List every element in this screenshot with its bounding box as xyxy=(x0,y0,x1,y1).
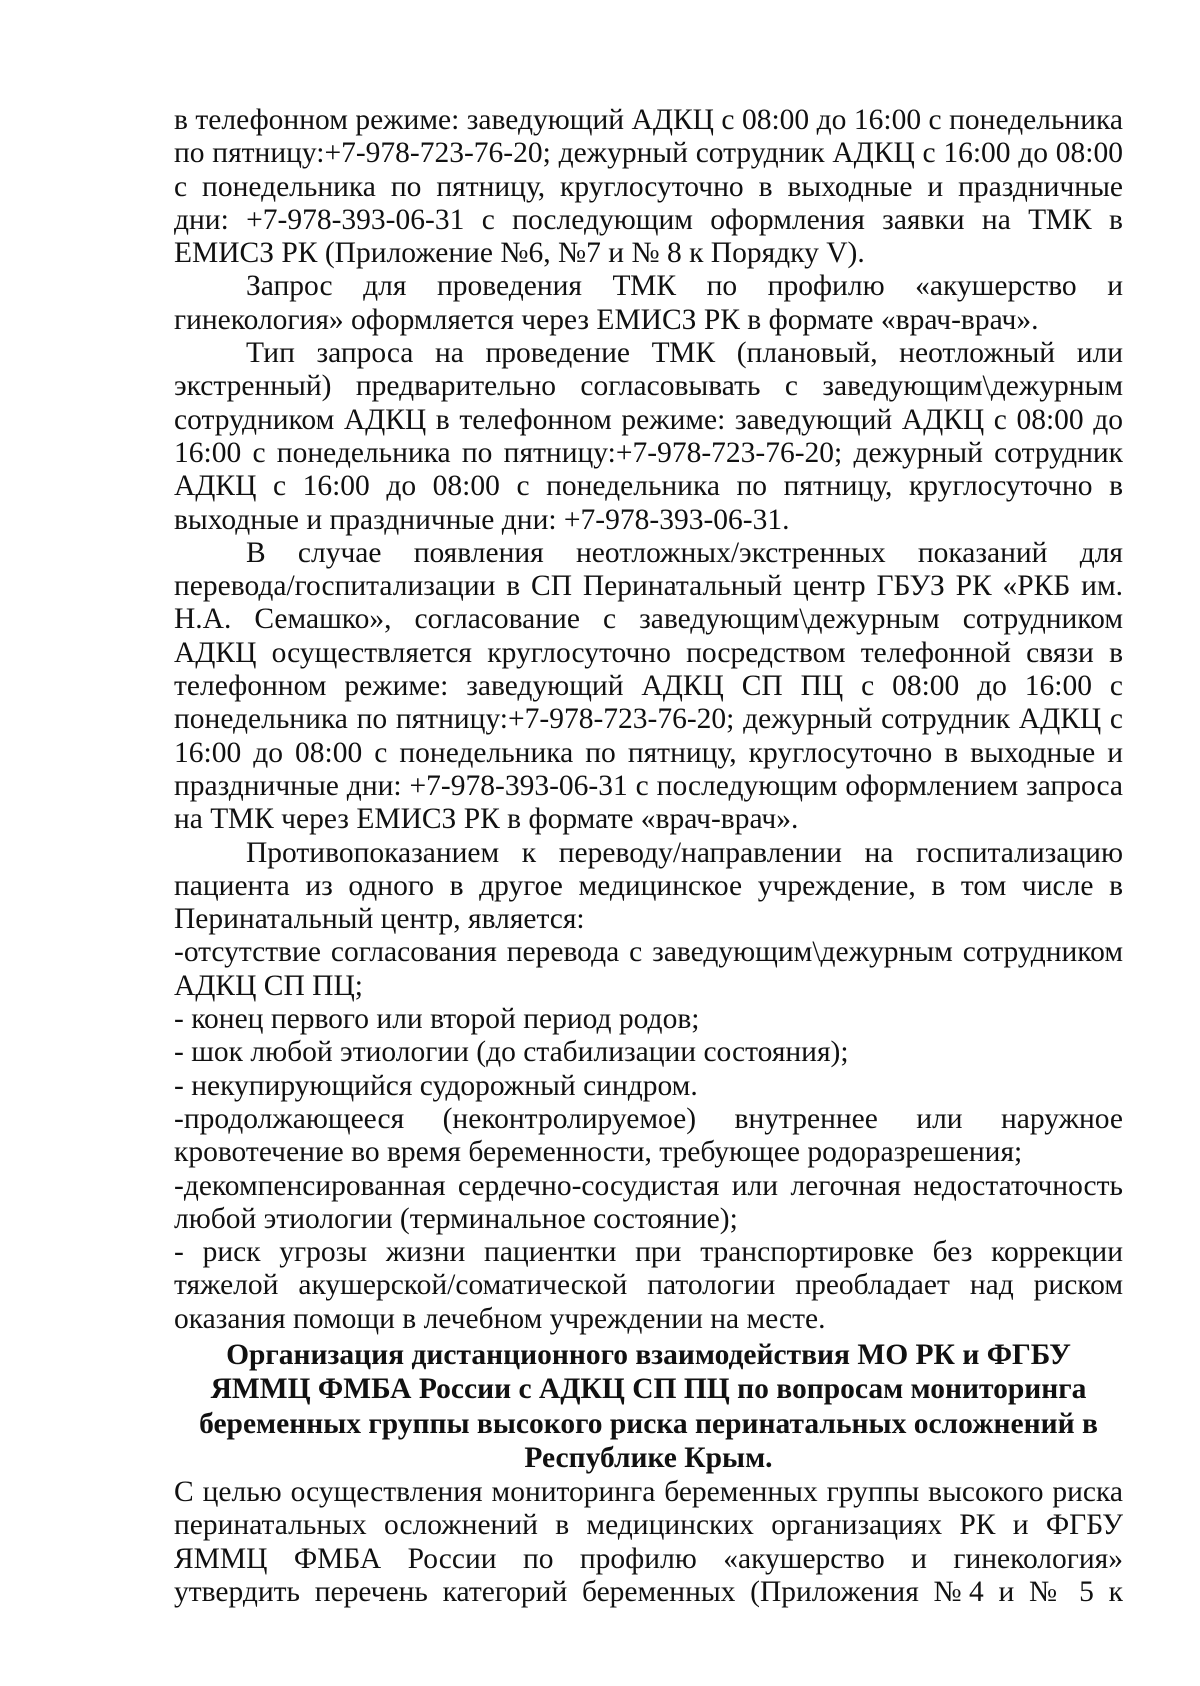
list-item-convulsive-syndrome: - некупирующийся судорожный синдром. xyxy=(174,1069,698,1102)
paragraph-tmk-request-format: Запрос для проведения ТМК по профилю «акушерство и гинекология» оформляется через ЕМИСЗ РК в формате «врач-врач». xyxy=(174,270,1123,336)
list-item-decompensated-insufficiency: -декомпенсированная сердечно-сосудистая или легочная недостаточность любой этиологии (терминальное состояние); xyxy=(174,1169,1123,1235)
paragraph-monitoring: С целью осуществления мониторинга беременных группы высокого риска перинатальных осложнений в медицинских организациях РК и ФГБУ ЯММЦ ФМБА России по профилю «акушерство и гинекология» утвердить перечень категорий беременных (Приложения №4 и № 5 к xyxy=(174,1475,1123,1608)
document-body xyxy=(174,104,1123,1609)
list-item-bleeding: -продолжающееся (неконтролируемое) внутреннее или наружное кровотечение во время беременности, требующее родоразрешения; xyxy=(174,1102,1123,1169)
paragraph-tmk-request-type: Тип запроса на проведение ТМК (плановый, неотложный или экстренный) предварительно согласовывать с заведующим\дежурным сотрудником АДКЦ в телефонном режиме: заведующий АДКЦ с 08:00 до 16:00 с понедельника по пятницу:+7-978-723-76-20; дежурный сотрудник АДКЦ с 16:00 до 08:00 с понедельника по пятницу, круглосуточно в выходные и праздничные дни: +7-978-393-06-31. xyxy=(174,337,1123,536)
list-item-labor-period: - конец первого или второй период родов; xyxy=(174,1003,700,1036)
list-item-no-agreement: -отсутствие согласования перевода с заведующим\дежурным сотрудником АДКЦ СП ПЦ; xyxy=(174,936,1123,1002)
paragraph-urgent-transfer: В случае появления неотложных/экстренных показаний для перевода/госпитализации в СП Перинатальный центр ГБУЗ РК «РКБ им. Н.А. Семашко», согласование с заведующим\дежурным сотрудником АДКЦ осуществляется круглосуточно посредством телефонной связи в телефонном режиме: заведующий АДКЦ СП ПЦ с 08:00 до 16:00 с понедельника по пятницу:+7-978-723-76-20; дежурный сотрудник АДКЦ с 16:00 до 08:00 с понедельника по пятницу, круглосуточно в выходные и праздничные дни: +7-978-393-06-31 с последующим оформлением запроса на ТМК через ЕМИСЗ РК в формате «врач-врач». xyxy=(174,536,1123,836)
list-item-transport-risk: - риск угрозы жизни пациентки при транспортировке без коррекции тяжелой акушерской/соматической патологии преобладает над риском оказания помощи в лечебном учреждении на месте. xyxy=(174,1236,1123,1335)
paragraph-phone-schedule: в телефонном режиме: заведующий АДКЦ с 08:00 до 16:00 с понедельника по пятницу:+7-978-723-76-20; дежурный сотрудник АДКЦ с 16:00 до 08:00 с понедельника по пятницу, круглосуточно в выходные и праздничные дни: +7-978-393-06-31 с последующим оформления заявки на ТМК в ЕМИСЗ РК (Приложение №6, №7 и № 8 к Порядку V). xyxy=(174,104,1123,270)
paragraph-contraindications-intro: Противопоказанием к переводу/направлении на госпитализацию пациента из одного в другое медицинское учреждение, в том числе в Перинатальный центр, является: xyxy=(174,836,1123,936)
section-heading: Организация дистанционного взаимодействия МО РК и ФГБУ ЯММЦ ФМБА России с АДКЦ СП ПЦ по вопросам мониторинга беременных группы высокого риска перинатальных осложнений в Республике Крым. xyxy=(199,1338,1098,1475)
list-item-shock: - шок любой этиологии (до стабилизации состояния); xyxy=(174,1036,849,1069)
